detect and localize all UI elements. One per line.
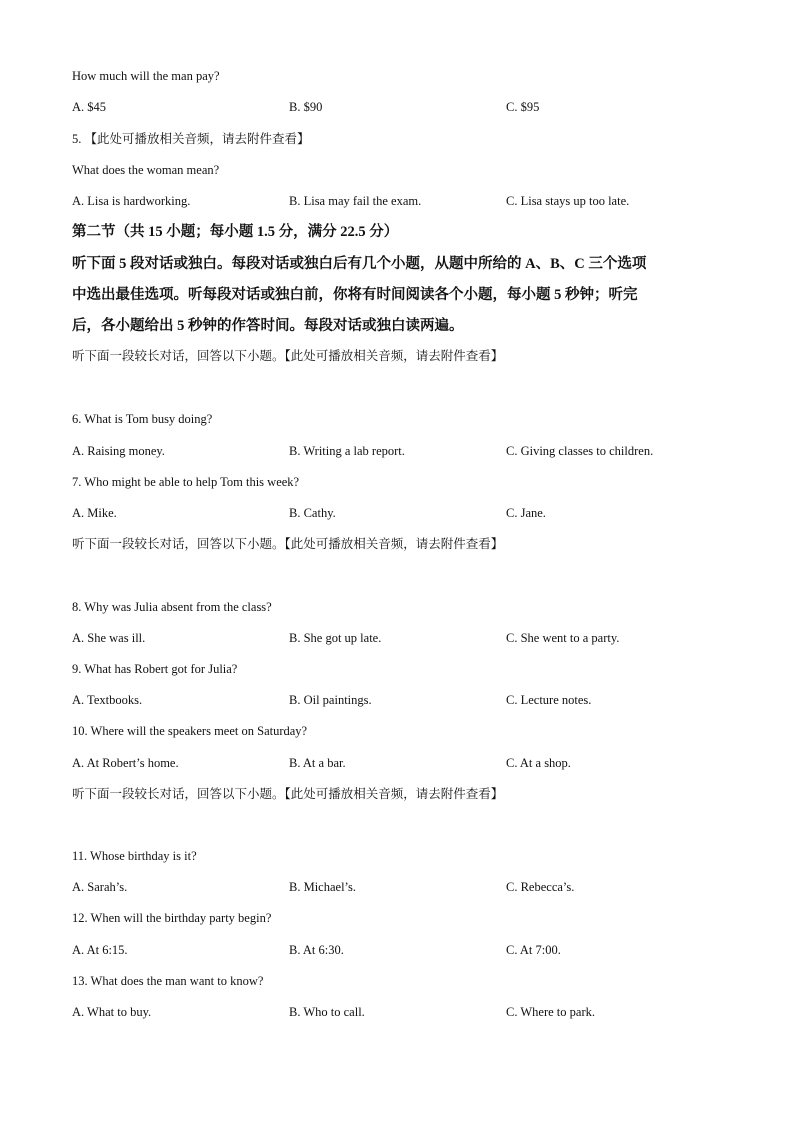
question-text: 8. Why was Julia absent from the class? (72, 600, 272, 614)
option-c: C. At 7:00. (506, 943, 561, 957)
options-row (72, 99, 732, 115)
option-c: C. Lecture notes. (506, 693, 592, 707)
question-text: 9. What has Robert got for Julia? (72, 662, 238, 676)
dialog-note: 听下面一段较长对话，回答以下小题。【此处可播放相关音频，请去附件查看】 (72, 787, 504, 801)
option-c: C. $95 (506, 100, 540, 114)
option-b: B. Cathy. (289, 506, 336, 520)
question-text: 7. Who might be able to help Tom this week? (72, 475, 300, 489)
option-c: C. Giving classes to children. (506, 444, 654, 458)
options-row (72, 692, 732, 708)
option-a: A. Textbooks. (72, 693, 143, 707)
dialog-note: 听下面一段较长对话，回答以下小题。【此处可播放相关音频，请去附件查看】 (72, 349, 504, 363)
option-b: B. At a bar. (289, 756, 346, 770)
option-a: A. At 6:15. (72, 943, 128, 957)
options-row (72, 630, 732, 646)
question-text: What does the woman mean? (72, 163, 220, 177)
option-b: B. Writing a lab report. (289, 444, 405, 458)
question-text: 11. Whose birthday is it? (72, 849, 197, 863)
audio-note: 5. 【此处可播放相关音频，请去附件查看】 (72, 132, 310, 146)
option-c: C. At a shop. (506, 756, 571, 770)
question-text: How much will the man pay? (72, 69, 220, 83)
section-instruction-line: 后，各小题给出 5 秒钟的作答时间。每段对话或独白读两遍。 (72, 318, 464, 334)
options-row (72, 879, 732, 895)
question-text: 13. What does the man want to know? (72, 974, 264, 988)
options-row (72, 1004, 732, 1020)
question-text: 6. What is Tom busy doing? (72, 412, 213, 426)
option-a: A. Raising money. (72, 444, 165, 458)
option-c: C. Lisa stays up too late. (506, 194, 630, 208)
option-a: A. What to buy. (72, 1005, 152, 1019)
option-a: A. Mike. (72, 506, 117, 520)
option-b: B. Lisa may fail the exam. (289, 194, 422, 208)
section-instruction-line: 中选出最佳选项。听每段对话或独白前，你将有时间阅读各个小题，每小题 5 秒钟；听完 (72, 287, 638, 303)
question-text: 10. Where will the speakers meet on Saturday? (72, 724, 308, 738)
dialog-note: 听下面一段较长对话，回答以下小题。【此处可播放相关音频，请去附件查看】 (72, 537, 504, 551)
options-row (72, 505, 732, 521)
option-b: B. At 6:30. (289, 943, 344, 957)
option-b: B. Who to call. (289, 1005, 365, 1019)
options-row (72, 755, 732, 771)
option-b: B. Oil paintings. (289, 693, 372, 707)
option-a: A. $45 (72, 100, 107, 114)
section-instruction-line: 听下面 5 段对话或独白。每段对话或独白后有几个小题，从题中所给的 A、B、C 三个选项 (72, 256, 647, 272)
option-c: C. Jane. (506, 506, 546, 520)
option-a: A. Lisa is hardworking. (72, 194, 191, 208)
option-b: B. She got up late. (289, 631, 382, 645)
option-a: A. Sarah’s. (72, 880, 128, 894)
options-row (72, 193, 732, 209)
option-b: B. $90 (289, 100, 323, 114)
options-row (72, 443, 732, 459)
option-c: C. Where to park. (506, 1005, 595, 1019)
option-a: A. At Robert’s home. (72, 756, 179, 770)
option-c: C. She went to a party. (506, 631, 620, 645)
options-row (72, 942, 732, 958)
option-b: B. Michael’s. (289, 880, 357, 894)
section-title: 第二节（共 15 小题；每小题 1.5 分，满分 22.5 分） (72, 224, 399, 240)
option-c: C. Rebecca’s. (506, 880, 575, 894)
option-a: A. She was ill. (72, 631, 146, 645)
question-text: 12. When will the birthday party begin? (72, 911, 272, 925)
